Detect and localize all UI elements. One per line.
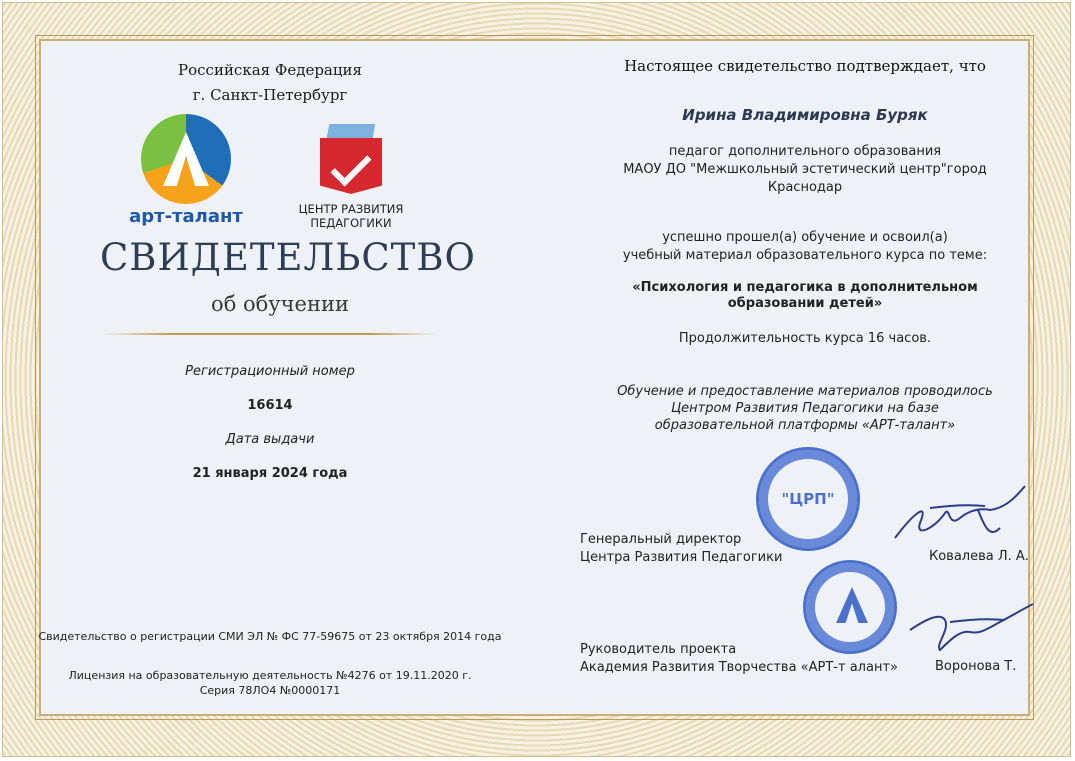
topic-line2: образовании детей» — [727, 296, 883, 311]
crp-logo-line2: ПЕДАГОГИКИ — [310, 216, 392, 230]
crp-logo-icon — [320, 124, 382, 196]
certificate-subtitle: об обучении — [211, 292, 349, 316]
director-signature — [890, 478, 1030, 558]
director-line1: Генеральный директор — [580, 532, 742, 547]
country: Российская Федерация — [178, 61, 362, 79]
confirmation-text: Настоящее свидетельство подтверждает, что — [624, 57, 986, 75]
gold-divider — [102, 333, 438, 335]
training-line3: образовательной платформы «АРТ-талант» — [654, 418, 956, 433]
art-talant-stamp-icon — [836, 587, 868, 623]
director-name: Ковалева Л. А. — [929, 549, 1029, 564]
position-line2: МАОУ ДО "Межшкольный эстетический центр"город — [623, 162, 987, 177]
manager-line1: Руководитель проекта — [580, 642, 737, 657]
issue-date-label: Дата выдачи — [225, 432, 315, 447]
course-duration: Продолжительность курса 16 часов. — [678, 331, 932, 346]
license-line2: Серия 78ЛО4 №0000171 — [199, 684, 341, 697]
license-line1: Лицензия на образовательную деятельность №4276 от 19.11.2020 г. — [68, 669, 472, 682]
manager-signature — [905, 600, 1035, 660]
training-line1: Обучение и предоставление материалов проводилось — [617, 384, 993, 399]
course-topic — [610, 280, 1000, 312]
smi-registration: Свидетельство о регистрации СМИ ЭЛ № ФС 77-59675 от 23 октября 2014 года — [38, 630, 502, 643]
manager-name: Воронова Т. — [935, 659, 1017, 674]
manager-title — [580, 641, 898, 677]
training-line2: Центром Развития Педагогики на базе — [671, 401, 939, 416]
recipient-position — [600, 143, 1010, 197]
art-talant-logo-icon — [141, 114, 231, 204]
passed-line1: успешно прошел(а) обучение и освоил(а) — [662, 230, 948, 245]
passed-line2: учебный материал образовательного курса по теме: — [622, 248, 988, 263]
issue-date: 21 января 2024 года — [192, 466, 348, 481]
director-title — [580, 531, 782, 567]
position-line1: педагог дополнительного образования — [668, 144, 942, 159]
license-info — [30, 668, 510, 698]
director-line2: Центра Развития Педагогики — [580, 550, 783, 565]
certificate-title: СВИДЕТЕЛЬСТВО — [100, 236, 476, 279]
art-talant-logo — [128, 114, 244, 227]
crp-logo-line1: ЦЕНТР РАЗВИТИЯ — [298, 202, 404, 216]
issuer-location — [140, 58, 400, 108]
training-provider — [600, 383, 1010, 434]
recipient-name: Ирина Владимировна Буряк — [682, 106, 928, 124]
manager-line2: Академия Развития Творчества «АРТ-т алант» — [580, 660, 898, 675]
crp-logo-text — [292, 202, 410, 230]
art-talant-logo-text: арт-талант — [129, 206, 243, 227]
position-line3: Краснодар — [767, 180, 843, 195]
completion-statement — [600, 229, 1010, 265]
topic-line1: «Психология и педагогика в дополнительном — [632, 280, 978, 295]
crp-logo — [292, 124, 410, 230]
crp-stamp-text: "ЦРП" — [781, 490, 835, 508]
registration-number: 16614 — [247, 398, 293, 413]
art-talant-stamp — [803, 560, 897, 654]
registration-label: Регистрационный номер — [185, 364, 355, 379]
city: г. Санкт-Петербург — [192, 86, 348, 104]
